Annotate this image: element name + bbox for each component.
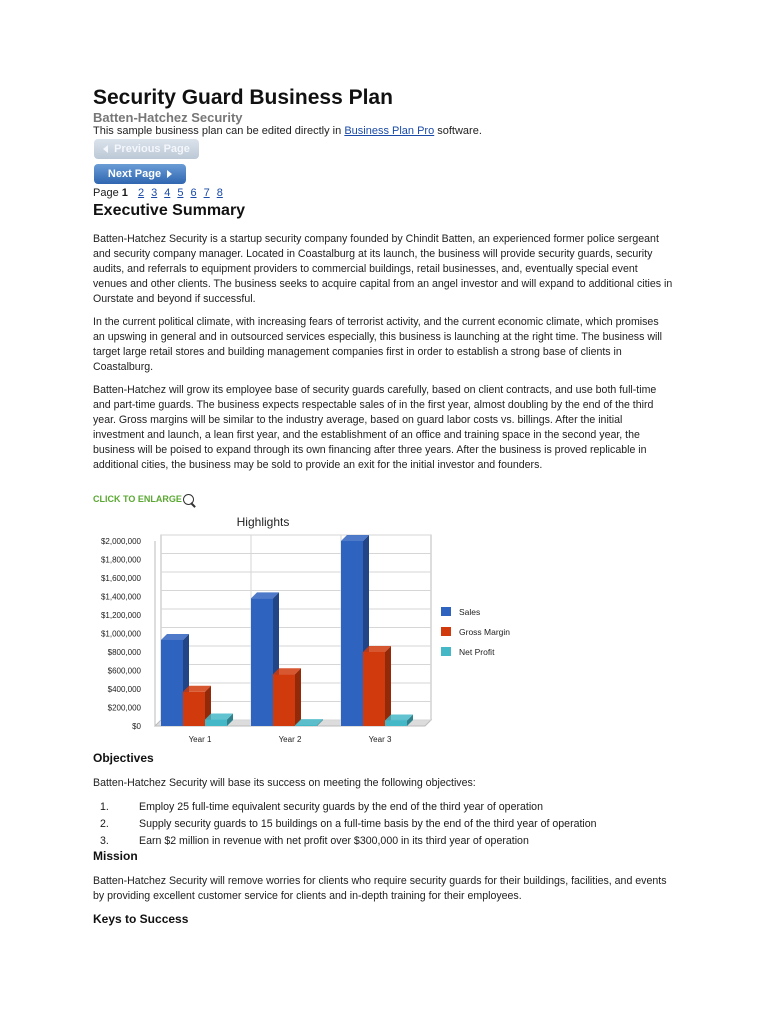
mission-text: Batten-Hatchez Security will remove worries for clients who require security guards for their buildings, facilities, and events by providing excellent customer service for clients and in-depth training for their employees. <box>93 875 667 902</box>
bar-sales <box>161 640 183 726</box>
list-item <box>93 818 673 835</box>
bar-gross-margin <box>363 652 385 726</box>
bar-gross-margin <box>273 674 295 726</box>
paragraph: Batten-Hatchez will grow its employee base of security guards carefully, based on client contracts, and use both full-time and part-time guards. The business expects respectable sales of in the first year, almost doubling by the end of the third year. Gross margins will be similar to the industry average, based on guard labor costs vs. billings. After the initial investment and launch, a lean first year, and the establishment of an office and training space in the second year, the business will be poised to expand through its own financing after three years. After the business is proved replicable in additional cities, the business may be sold to provide an exit for the initial investor and founders. <box>93 384 657 471</box>
y-tick-label: $1,600,000 <box>100 574 141 583</box>
y-tick-label: $1,800,000 <box>100 555 141 565</box>
objectives-intro: Batten-Hatchez Security will base its success on meeting the following objectives: <box>93 777 476 789</box>
next-page-label: Next Page <box>107 168 162 180</box>
arrow-left-icon <box>103 145 108 153</box>
y-tick-label: $400,000 <box>107 685 141 694</box>
legend-swatch <box>441 627 451 636</box>
page-link-6[interactable]: 6 <box>190 187 197 199</box>
bar-net-profit <box>205 720 227 726</box>
bar-net-profit <box>385 720 407 726</box>
legend-swatch <box>441 607 451 616</box>
intro-prefix: This sample business plan can be edited directly in <box>93 125 345 137</box>
bar-sales <box>341 541 363 726</box>
magnifier-icon <box>183 494 194 505</box>
page-link-3[interactable]: 3 <box>151 187 158 199</box>
page-link-8[interactable]: 8 <box>216 187 223 199</box>
y-tick-label: $1,200,000 <box>100 611 141 620</box>
list-text: Supply security guards to 15 buildings on a full-time basis by the end of the third year of operation <box>139 818 597 830</box>
enlarge-label: CLICK TO ENLARGE <box>93 494 182 504</box>
page-link-7[interactable]: 7 <box>203 187 210 199</box>
list-number: 1. <box>100 801 109 813</box>
mission-heading: Mission <box>93 849 138 863</box>
bar-sales <box>251 598 273 726</box>
paragraph: In the current political climate, with increasing fears of terrorist activity, and the current economic climate, which promises an upswing in general and in outsourced services especially, this business is launching at the right time. The business will target large retail stores and building management companies first in order to establish a strong base of clients in Coastalburg. <box>93 316 663 373</box>
y-tick-label: $1,400,000 <box>100 592 141 602</box>
business-plan-pro-link[interactable]: Business Plan Pro <box>344 125 435 137</box>
objectives-list <box>93 801 673 852</box>
pager-current: 1 <box>121 187 128 199</box>
objectives-heading: Objectives <box>93 751 154 765</box>
previous-page-label: Previous Page <box>114 143 190 155</box>
list-text: Earn $2 million in revenue with net profit over $300,000 in its third year of operation <box>139 835 529 847</box>
y-tick-label: $0 <box>132 722 141 731</box>
y-tick-label: $1,000,000 <box>100 629 141 639</box>
x-tick-label: Year 1 <box>188 735 212 744</box>
next-page-button[interactable] <box>94 164 186 184</box>
x-tick-label: Year 3 <box>368 735 392 744</box>
legend-swatch <box>441 647 451 656</box>
y-tick-label: $600,000 <box>107 666 141 676</box>
bar-gross-margin <box>183 692 205 726</box>
page-link-4[interactable]: 4 <box>164 187 171 199</box>
legend-label: Net Profit <box>459 647 495 657</box>
highlights-chart[interactable] <box>93 510 533 748</box>
page-link-5[interactable]: 5 <box>177 187 184 199</box>
legend-label: Gross Margin <box>459 627 511 637</box>
pagination <box>93 187 223 199</box>
list-item <box>93 835 673 852</box>
intro-line <box>93 125 482 137</box>
page-title: Security Guard Business Plan <box>93 86 393 109</box>
arrow-right-icon <box>167 170 172 178</box>
section-title-executive-summary: Executive Summary <box>93 202 246 219</box>
y-tick-label: $200,000 <box>107 703 141 713</box>
bar-side <box>385 646 391 726</box>
bar-net-profit <box>295 725 317 726</box>
company-subtitle: Batten-Hatchez Security <box>93 110 243 125</box>
list-item <box>93 801 673 818</box>
paragraph: Batten-Hatchez Security is a startup security company founded by Chindit Batten, an experienced former police sergeant and security company manager. Located in Coastalburg at its launch, the business will provide security guards, security audits, and referrals to equipment providers to commercial buildings, retail businesses, and, eventually special event venues and other clients. The business seeks to acquire capital from an angel investor and will expand to additional cities in Ourstate and beyond if successful. <box>93 233 673 305</box>
page-link-2[interactable]: 2 <box>137 187 145 199</box>
bar-side <box>295 668 301 726</box>
pager-label: Page <box>93 187 119 199</box>
click-to-enlarge-link[interactable] <box>93 494 194 505</box>
keys-to-success-heading: Keys to Success <box>93 912 189 926</box>
legend-label: Sales <box>459 607 481 617</box>
chart-title: Highlights <box>236 515 290 529</box>
list-text: Employ 25 full-time equivalent security guards by the end of the third year of operation <box>139 801 543 813</box>
list-number: 2. <box>100 818 109 830</box>
previous-page-button[interactable] <box>94 139 199 159</box>
y-tick-label: $800,000 <box>107 648 141 657</box>
intro-suffix: software. <box>434 125 482 137</box>
x-tick-label: Year 2 <box>278 735 302 744</box>
y-tick-label: $2,000,000 <box>100 537 141 546</box>
list-number: 3. <box>100 835 109 847</box>
